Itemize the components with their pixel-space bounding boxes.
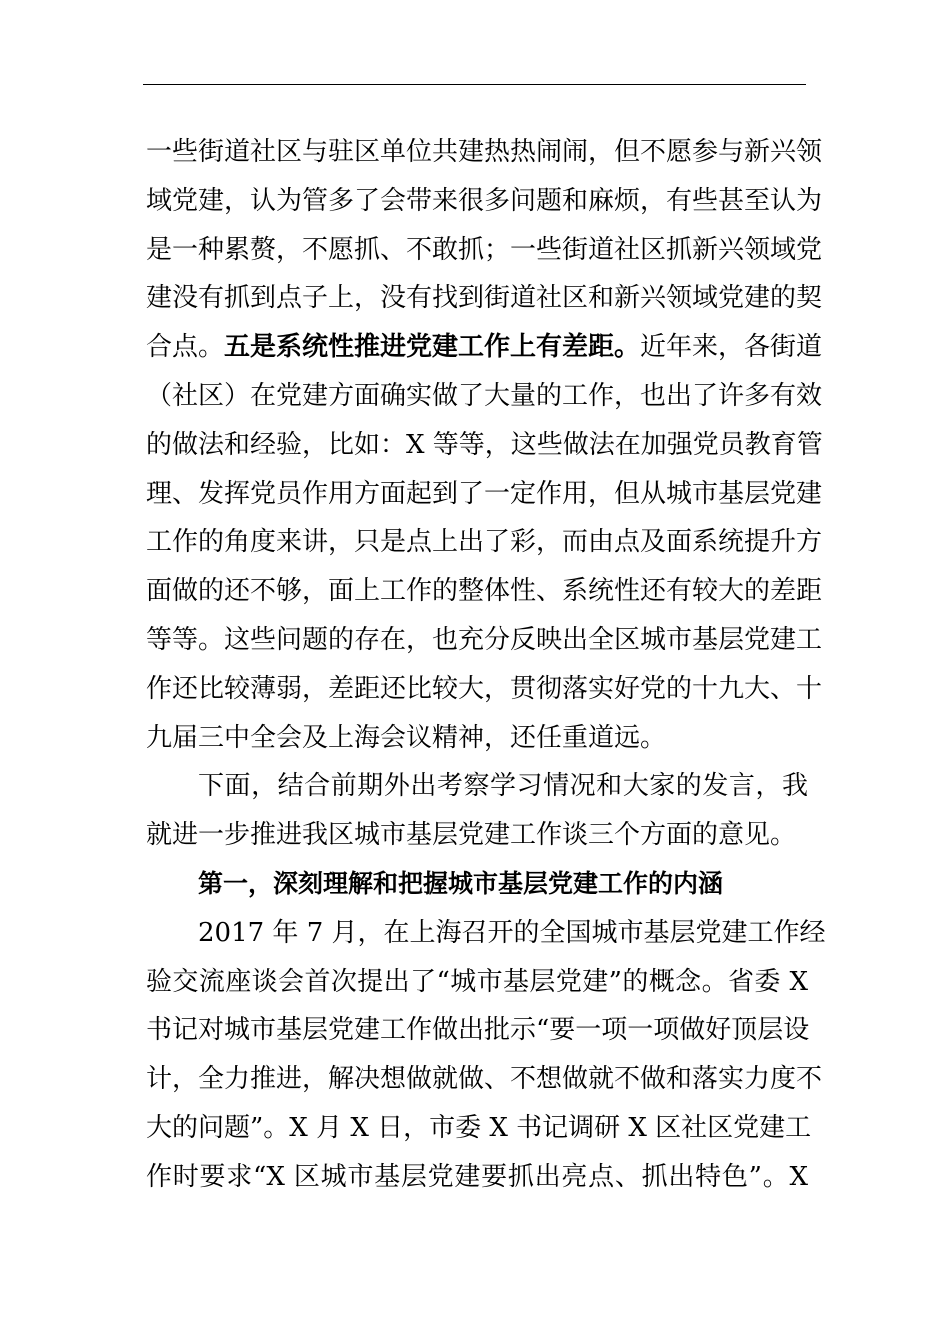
text-line: 九届三中全会及上海会议精神，还任重道远。 bbox=[146, 722, 667, 753]
text-segment: 合点。 bbox=[146, 332, 225, 363]
text-line: 建没有抓到点子上，没有找到街道社区和新兴领域党建的契 bbox=[146, 283, 823, 314]
text-line: 就进一步推进我区城市基层党建工作谈三个方面的意见。 bbox=[146, 820, 797, 851]
text-segment: 近年来，各街道 bbox=[640, 332, 823, 363]
text-line: 一些街道社区与驻区单位共建热热闹闹，但不愿参与新兴领 bbox=[146, 137, 823, 167]
text-line: 的做法和经验，比如：X 等等，这些做法在加强党员教育管 bbox=[146, 429, 823, 460]
bold-point-five: 五是系统性推进党建工作上有差距。 bbox=[224, 332, 641, 363]
header-rule bbox=[143, 84, 806, 85]
text-line: 作时要求“X 区城市基层党建要抓出亮点、抓出特色”。X bbox=[146, 1161, 808, 1192]
text-line: 下面，结合前期外出考察学习情况和大家的发言，我 bbox=[198, 771, 808, 802]
document-body bbox=[146, 128, 826, 1202]
text-line: 等等。这些问题的存在，也充分反映出全区城市基层党建工 bbox=[146, 624, 823, 655]
text-line: （社区）在党建方面确实做了大量的工作，也出了许多有效 bbox=[146, 380, 823, 411]
text-line: 工作的角度来讲，只是点上出了彩，而由点及面系统提升方 bbox=[146, 527, 823, 558]
text-line: 计，全力推进，解决想做就做、不想做就不做和落实力度不 bbox=[146, 1064, 823, 1095]
text-line: 书记对城市基层党建工作做出批示“要一项一项做好顶层设 bbox=[146, 1015, 810, 1046]
section-heading: 第一，深刻理解和把握城市基层党建工作的内涵 bbox=[198, 868, 724, 898]
text-line: 是一种累赘，不愿抓、不敢抓；一些街道社区抓新兴领域党 bbox=[146, 234, 823, 265]
text-line: 大的问题”。X 月 X 日，市委 X 书记调研 X 区社区党建工 bbox=[146, 1112, 812, 1143]
text-line: 理、发挥党员作用方面起到了一定作用，但从城市基层党建 bbox=[146, 478, 823, 509]
text-line: 域党建，认为管多了会带来很多问题和麻烦，有些甚至认为 bbox=[146, 185, 823, 216]
text-line: 2017 年 7 月，在上海召开的全国城市基层党建工作经 bbox=[198, 917, 826, 948]
text-line: 面做的还不够，面上工作的整体性、系统性还有较大的差距 bbox=[146, 576, 823, 607]
text-line: 验交流座谈会首次提出了“城市基层党建”的概念。省委 X bbox=[146, 966, 808, 997]
text-line: 作还比较薄弱，差距还比较大，贯彻落实好党的十九大、十 bbox=[146, 673, 823, 704]
text-line bbox=[146, 323, 823, 372]
